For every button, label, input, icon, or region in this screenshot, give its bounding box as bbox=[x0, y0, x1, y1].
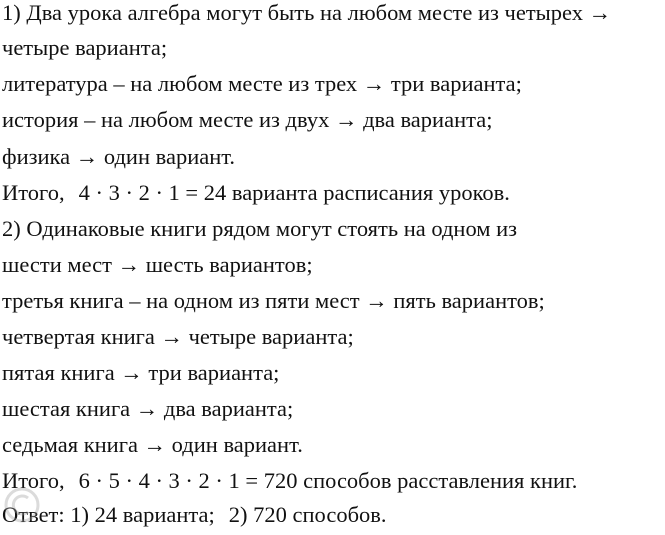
part1-total-label: Итого, bbox=[2, 180, 65, 205]
part2-line-4: четвертая книга → четыре варианта; bbox=[2, 324, 354, 349]
answer-part-2: 2) 720 способов. bbox=[228, 502, 387, 527]
part1-line-5: физика → один вариант. bbox=[2, 144, 236, 169]
part1-total-expression: 4 · 3 · 2 · 1 = 24 варианта расписания уроков. bbox=[78, 180, 510, 205]
part2-line-5: пятая книга → три варианта; bbox=[2, 360, 280, 385]
part2-line-2: шести мест → шесть вариантов; bbox=[2, 252, 313, 277]
part2-line-7: седьмая книга → один вариант. bbox=[2, 432, 303, 457]
part2-total-label: Итого, bbox=[2, 468, 65, 493]
answer-label: Ответ: bbox=[2, 502, 65, 527]
part2-total bbox=[2, 468, 577, 494]
part1-total bbox=[2, 180, 510, 206]
part2-line-6: шестая книга → два варианта; bbox=[2, 396, 294, 421]
part2-line-3: третья книга – на одном из пяти мест → пять вариантов; bbox=[2, 288, 545, 313]
answer-part-1: 1) 24 варианта; bbox=[70, 502, 215, 527]
answer-line bbox=[2, 502, 387, 528]
part1-line-2: четыре варианта; bbox=[2, 35, 168, 60]
part2-line-1: 2) Одинаковые книги рядом могут стоять на одном из bbox=[2, 216, 518, 241]
part1-line-4: история – на любом месте из двух → два варианта; bbox=[2, 107, 493, 132]
part1-line-1: 1) Два урока алгебра могут быть на любом месте из четырех → bbox=[2, 0, 612, 25]
part1-line-3: литература – на любом месте из трех → три варианта; bbox=[2, 71, 522, 96]
part2-total-expression: 6 · 5 · 4 · 3 · 2 · 1 = 720 способов расставления книг. bbox=[78, 468, 578, 493]
